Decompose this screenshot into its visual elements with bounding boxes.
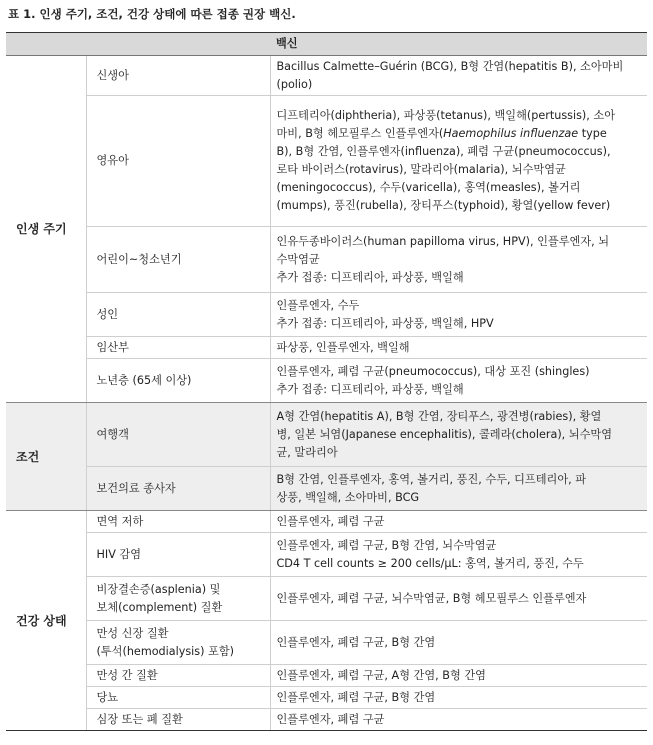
vaccine-line: Bacillus Calmette–Guérin (BCG), B형 간염(hepatitis B), 소아마비 — [276, 59, 624, 73]
row-label-immuno: 면역 저하 — [86, 511, 270, 533]
header-group — [6, 33, 86, 56]
vaccine-line: 병, 일본 뇌염(Japanese encephalitis), 콜레라(cholera), 뇌수막염 — [276, 427, 613, 441]
row-label-kidney — [86, 621, 270, 665]
header-vaccine: 백신 — [270, 33, 647, 56]
row-label-line: 비장결손증(asplenia) 및 — [96, 582, 221, 596]
table-row — [6, 533, 647, 577]
table-row — [6, 621, 647, 665]
vaccine-line: 인플루엔자, 수두 — [276, 298, 360, 312]
vaccine-line: 추가 접종: 디프테리아, 파상풍, 백일해 — [276, 382, 464, 396]
row-vaccines-healthworker — [270, 467, 647, 511]
group-condition: 조건 — [6, 403, 86, 511]
table-row — [6, 293, 647, 337]
vaccine-line: 인플루엔자, 폐렴 구균, B형 간염 — [276, 690, 436, 704]
vaccine-line: 인플루엔자, 폐렴 구균 — [276, 712, 385, 726]
table-row — [6, 511, 647, 533]
row-vaccines-hiv — [270, 533, 647, 577]
vaccine-line: 수막염균 — [276, 252, 320, 266]
row-label-line: (투석(hemodialysis) 포함) — [96, 644, 235, 658]
vaccine-text: 마비, B형 헤모필루스 인플루엔자( — [276, 127, 444, 140]
row-label-diabetes: 당뇨 — [86, 687, 270, 709]
row-label-hiv: HIV 감염 — [86, 533, 270, 577]
vaccine-line: 인플루엔자, 폐렴 구균, 뇌수막염균, B형 헤모필루스 인플루엔자 — [276, 591, 587, 605]
row-label-line: 보체(complement) 질환 — [96, 600, 223, 614]
vaccine-line — [277, 125, 642, 143]
vaccine-line: CD4 T cell counts ≥ 200 cells/μL: 홍역, 볼거리, 풍진, 수두 — [276, 556, 584, 570]
table-row — [6, 337, 647, 359]
vaccine-line: 인플루엔자, 폐렴 구균, B형 간염, 뇌수막염균 — [276, 538, 497, 552]
row-vaccines-kidney — [270, 621, 647, 665]
vaccine-line: 인플루엔자, 폐렴 구균 — [276, 514, 385, 528]
vaccine-line: 인플루엔자, 폐렴 구균, B형 간염 — [276, 635, 436, 649]
row-vaccines-youth — [270, 227, 647, 293]
row-vaccines-newborn — [270, 56, 647, 96]
table-row — [6, 359, 647, 403]
row-label-elderly: 노년층 (65세 이상) — [86, 359, 270, 403]
vaccine-line: 추가 접종: 디프테리아, 파상풍, 백일해, HPV — [276, 316, 494, 330]
vaccine-line: (polio) — [276, 77, 313, 91]
row-vaccines-liver — [270, 665, 647, 687]
vaccine-line: B형 간염, 인플루엔자, 홍역, 볼거리, 풍진, 수두, 디프테리아, 파 — [276, 472, 587, 486]
row-label-adult: 성인 — [86, 293, 270, 337]
header-category — [86, 33, 270, 56]
vaccine-line: (mumps), 풍진(rubella), 장티푸스(typhoid), 황열(yellow fever) — [276, 199, 611, 212]
vaccine-line: 균, 말라리아 — [276, 445, 338, 459]
vaccine-line: 추가 접종: 디프테리아, 파상풍, 백일해 — [276, 270, 464, 284]
row-vaccines-heartlung — [270, 709, 647, 731]
row-vaccines-adult — [270, 293, 647, 337]
row-vaccines-traveler — [270, 403, 647, 467]
row-label-line: 만성 신장 질환 — [96, 626, 169, 640]
row-label-heartlung: 심장 또는 폐 질환 — [86, 709, 270, 731]
table-row — [6, 665, 647, 687]
vaccine-line: B), B형 간염, 인플루엔자(influenza), 폐렴 구균(pneumococcus), — [276, 145, 611, 158]
row-label-infant: 영유아 — [86, 96, 270, 227]
vaccine-table — [6, 32, 647, 731]
row-vaccines-infant — [270, 96, 647, 227]
vaccine-line: 로타 바이러스(rotavirus), 말라리아(malaria), 뇌수막염균 — [276, 163, 566, 176]
row-vaccines-diabetes — [270, 687, 647, 709]
row-label-liver: 만성 간 질환 — [86, 665, 270, 687]
row-label-newborn: 신생아 — [86, 56, 270, 96]
table-caption: 표 1. 인생 주기, 조건, 건강 상태에 따른 접종 권장 백신. — [8, 7, 296, 21]
table-row — [6, 403, 647, 467]
row-vaccines-pregnant — [270, 337, 647, 359]
row-vaccines-elderly — [270, 359, 647, 403]
row-label-asplenia — [86, 577, 270, 621]
table-row — [6, 687, 647, 709]
table-row — [6, 56, 647, 96]
row-vaccines-asplenia — [270, 577, 647, 621]
group-life-cycle: 인생 주기 — [6, 56, 86, 403]
row-label-healthworker: 보건의료 종사자 — [86, 467, 270, 511]
vaccine-italic-name: Haemophilus influenzae — [443, 127, 579, 140]
vaccine-line: (meningococcus), 수두(varicella), 홍역(measles), 볼거리 — [276, 181, 581, 194]
row-label-traveler: 여행객 — [86, 403, 270, 467]
vaccine-text: type — [578, 127, 607, 140]
group-health-status: 건강 상태 — [6, 511, 86, 731]
row-label-youth: 어린이~청소년기 — [86, 227, 270, 293]
vaccine-line: 인유두종바이러스(human papilloma virus, HPV), 인플루엔자, 뇌 — [276, 234, 610, 248]
row-label-pregnant: 임산부 — [86, 337, 270, 359]
vaccine-line: 인플루엔자, 폐렴 구균(pneumococcus), 대상 포진 (shingles) — [276, 364, 590, 378]
table-row — [6, 96, 647, 227]
vaccine-line: 상풍, 백일해, 소아마비, BCG — [276, 490, 420, 504]
table-row — [6, 227, 647, 293]
table-row — [6, 467, 647, 511]
vaccine-line: 디프테리아(diphtheria), 파상풍(tetanus), 백일해(pertussis), 소아 — [276, 109, 616, 122]
table-row — [6, 577, 647, 621]
row-vaccines-immuno — [270, 511, 647, 533]
vaccine-line: 파상풍, 인플루엔자, 백일해 — [276, 340, 410, 354]
vaccine-line: A형 간염(hepatitis A), B형 간염, 장티푸스, 광견병(rabies), 황열 — [276, 409, 602, 423]
vaccine-line: 인플루엔자, 폐렴 구균, A형 간염, B형 간염 — [276, 668, 486, 682]
table-header-row — [6, 33, 647, 56]
table-row — [6, 709, 647, 731]
